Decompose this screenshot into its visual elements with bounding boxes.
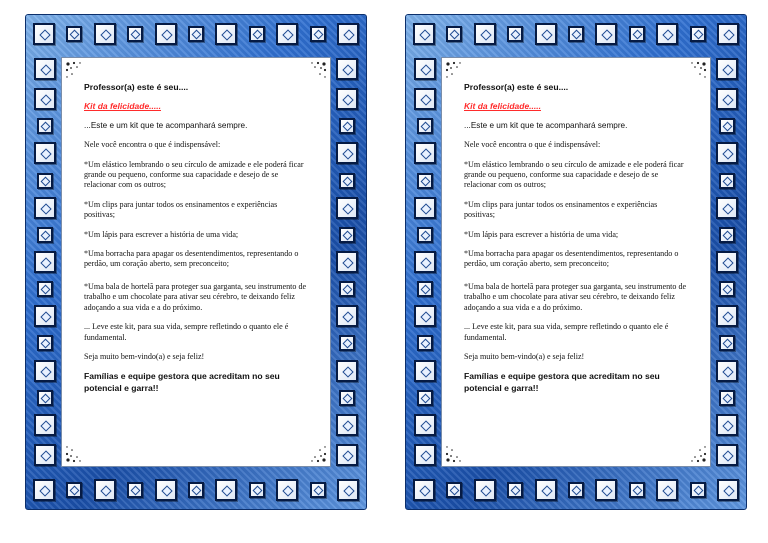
border-tile: [414, 58, 436, 80]
border-tile: [33, 23, 55, 45]
border-tile: [188, 26, 204, 42]
signature-line: Famílias e equipe gestora que acreditam no seu potencial e garra!!: [84, 371, 280, 394]
border-tile: [34, 444, 56, 466]
border-tile: [716, 305, 738, 327]
kit-item: *Um clips para juntar todos os ensinamentos e experiências positivas;: [84, 199, 278, 220]
closing-line: ... Leve este kit, para sua vida, sempre refletindo o quanto ele é fundamental.: [84, 322, 289, 342]
corner-dots-icon: [676, 432, 708, 464]
letter-content: [84, 82, 308, 404]
kit-item: *Um elástico lembrando o seu círculo de amizade e ele poderá ficar grande ou pequeno, conforme sua capacidade e desejo de se relacionar com os outros;: [464, 159, 684, 190]
intro-text: ...Este e um kit que te acompanhará sempre.: [84, 120, 248, 130]
kit-description: Nele você encontra o que é indispensável:: [464, 140, 601, 150]
border-tile: [474, 479, 496, 501]
kit-item: *Um lápis para escrever a história de uma vida;: [464, 229, 619, 239]
border-tile: [34, 360, 56, 382]
border-tile: [719, 281, 735, 297]
left-border-tiles: [31, 58, 59, 466]
border-tile: [336, 88, 358, 110]
letter-heading: Professor(a) este é seu....: [84, 82, 189, 92]
border-tile: [417, 173, 433, 189]
border-tile: [276, 479, 298, 501]
bottom-border-tiles: [413, 476, 739, 504]
border-tile: [215, 23, 237, 45]
kit-item: *Uma borracha para apagar os desentendimentos, representando o perdão, um coração aberto, sem preconceito;: [84, 249, 299, 269]
border-tile: [336, 414, 358, 436]
border-tile: [336, 251, 358, 273]
corner-dots-icon: [64, 432, 96, 464]
right-border-tiles: [713, 58, 741, 466]
border-tile: [595, 479, 617, 501]
border-tile: [414, 142, 436, 164]
signature-line: Famílias e equipe gestora que acreditam no seu potencial e garra!!: [464, 371, 660, 394]
border-tile: [34, 142, 56, 164]
border-tile: [310, 26, 326, 42]
border-tile: [414, 197, 436, 219]
border-tile: [336, 305, 358, 327]
border-tile: [568, 482, 584, 498]
border-tile: [37, 281, 53, 297]
border-tile: [94, 23, 116, 45]
kit-item: *Um clips para juntar todos os ensinamentos e experiências positivas;: [464, 199, 658, 220]
border-tile: [34, 58, 56, 80]
kit-description: Nele você encontra o que é indispensável:: [84, 140, 221, 150]
border-tile: [719, 335, 735, 351]
border-tile: [568, 26, 584, 42]
kit-item: *Uma borracha para apagar os desentendimentos, representando o perdão, um coração aberto, sem preconceito;: [464, 249, 679, 269]
corner-dots-icon: [296, 432, 328, 464]
border-tile: [417, 118, 433, 134]
border-tile: [337, 479, 359, 501]
border-tile: [417, 390, 433, 406]
kit-title: Kit da felicidade.....: [84, 101, 161, 112]
border-tile: [33, 479, 55, 501]
border-tile: [339, 390, 355, 406]
border-tile: [37, 390, 53, 406]
border-tile: [34, 88, 56, 110]
border-tile: [719, 118, 735, 134]
letter-heading: Professor(a) este é seu....: [464, 82, 569, 92]
border-tile: [716, 88, 738, 110]
border-tile: [336, 197, 358, 219]
letter-paper: [441, 57, 711, 467]
border-tile: [127, 482, 143, 498]
border-tile: [37, 118, 53, 134]
border-tile: [336, 444, 358, 466]
border-tile: [339, 335, 355, 351]
border-tile: [66, 482, 82, 498]
border-tile: [446, 482, 462, 498]
border-tile: [215, 479, 237, 501]
border-tile: [34, 414, 56, 436]
border-tile: [417, 227, 433, 243]
border-tile: [474, 23, 496, 45]
border-tile: [716, 197, 738, 219]
border-tile: [535, 23, 557, 45]
border-tile: [716, 142, 738, 164]
left-border-tiles: [411, 58, 439, 466]
border-tile: [339, 281, 355, 297]
welcome-line: Seja muito bem-vindo(a) e seja feliz!: [464, 351, 585, 361]
border-tile: [656, 23, 678, 45]
border-tile: [94, 479, 116, 501]
border-tile: [446, 26, 462, 42]
border-tile: [336, 360, 358, 382]
border-tile: [188, 482, 204, 498]
border-tile: [719, 173, 735, 189]
right-border-tiles: [333, 58, 361, 466]
border-tile: [414, 360, 436, 382]
border-tile: [37, 173, 53, 189]
border-tile: [690, 482, 706, 498]
welcome-line: Seja muito bem-vindo(a) e seja feliz!: [84, 351, 205, 361]
top-border-tiles: [413, 20, 739, 48]
left-card: [25, 14, 367, 510]
border-tile: [34, 251, 56, 273]
border-tile: [37, 335, 53, 351]
right-card: [405, 14, 747, 510]
corner-dots-icon: [444, 432, 476, 464]
bottom-border-tiles: [33, 476, 359, 504]
border-tile: [417, 335, 433, 351]
border-tile: [249, 482, 265, 498]
border-tile: [716, 58, 738, 80]
border-tile: [595, 23, 617, 45]
kit-item: *Um lápis para escrever a história de uma vida;: [84, 229, 239, 239]
border-tile: [507, 26, 523, 42]
kit-item: *Uma bala de hortelã para proteger sua garganta, seu instrumento de trabalho e um chocolate para ativar seu cérebro, te deixando feliz adoçando a sua vida e a do próximo.: [464, 281, 687, 312]
border-tile: [310, 482, 326, 498]
kit-item: *Um elástico lembrando o seu círculo de amizade e ele poderá ficar grande ou pequeno, conforme sua capacidade e desejo de se relacionar com os outros;: [84, 159, 304, 190]
border-tile: [414, 251, 436, 273]
border-tile: [339, 227, 355, 243]
border-tile: [414, 305, 436, 327]
kit-title: Kit da felicidade.....: [464, 101, 541, 112]
closing-line: ... Leve este kit, para sua vida, sempre refletindo o quanto ele é fundamental.: [464, 322, 669, 342]
border-tile: [719, 390, 735, 406]
border-tile: [629, 482, 645, 498]
border-tile: [336, 58, 358, 80]
border-tile: [716, 360, 738, 382]
border-tile: [155, 479, 177, 501]
border-tile: [716, 414, 738, 436]
border-tile: [339, 173, 355, 189]
border-tile: [719, 227, 735, 243]
border-tile: [249, 26, 265, 42]
intro-text: ...Este e um kit que te acompanhará sempre.: [464, 120, 628, 130]
kit-item: *Uma bala de hortelã para proteger sua garganta, seu instrumento de trabalho e um chocolate para ativar seu cérebro, te deixando feliz adoçando a sua vida e a do próximo.: [84, 281, 307, 312]
border-tile: [690, 26, 706, 42]
border-tile: [339, 118, 355, 134]
border-tile: [34, 305, 56, 327]
border-tile: [37, 227, 53, 243]
border-tile: [414, 444, 436, 466]
border-tile: [717, 479, 739, 501]
border-tile: [155, 23, 177, 45]
letter-paper: [61, 57, 331, 467]
border-tile: [535, 479, 557, 501]
border-tile: [66, 26, 82, 42]
border-tile: [413, 479, 435, 501]
border-tile: [276, 23, 298, 45]
border-tile: [716, 444, 738, 466]
border-tile: [127, 26, 143, 42]
letter-content: [464, 82, 688, 404]
border-tile: [414, 414, 436, 436]
border-tile: [336, 142, 358, 164]
border-tile: [717, 23, 739, 45]
border-tile: [34, 197, 56, 219]
border-tile: [417, 281, 433, 297]
border-tile: [337, 23, 359, 45]
border-tile: [507, 482, 523, 498]
border-tile: [656, 479, 678, 501]
border-tile: [413, 23, 435, 45]
border-tile: [629, 26, 645, 42]
border-tile: [716, 251, 738, 273]
top-border-tiles: [33, 20, 359, 48]
border-tile: [414, 88, 436, 110]
